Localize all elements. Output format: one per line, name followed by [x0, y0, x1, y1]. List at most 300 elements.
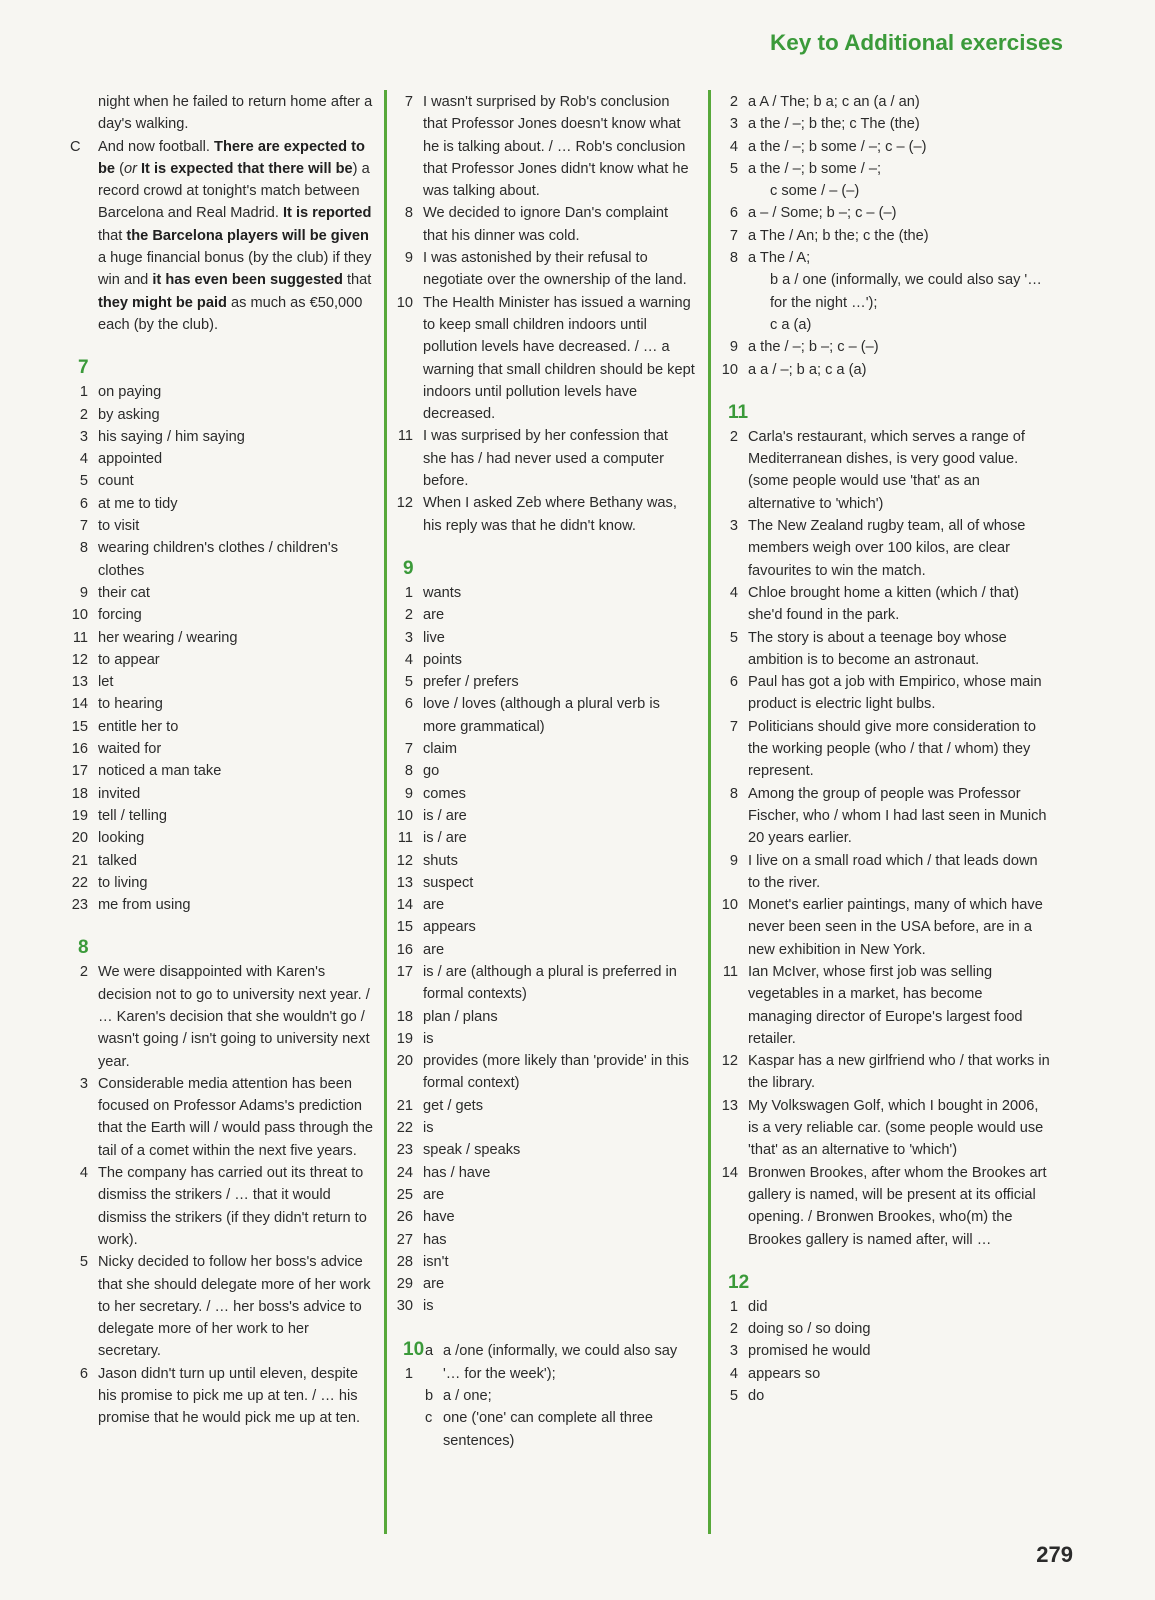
answer-text: appears so — [748, 1365, 821, 1382]
answer-text: Carla's restaurant, which serves a range of Mediterranean dishes, is very good value. (some people would use 'that' as an alternative to 'which') — [748, 428, 1025, 512]
list-item — [395, 783, 695, 805]
item-number: 12 — [396, 495, 413, 512]
answer-text: I was surprised by her confession that she has / had never used a computer before. — [423, 428, 668, 490]
item-number: 29 — [396, 1276, 413, 1293]
list-item — [395, 1117, 695, 1139]
answer-text: are — [423, 941, 445, 958]
list-item — [395, 1162, 695, 1184]
answer-text: a the / –; b the; c The (the) — [748, 116, 920, 133]
item-number: 1 — [404, 1365, 413, 1382]
item-number: 22 — [71, 874, 88, 891]
item-number: 10 — [721, 897, 738, 914]
answer-text: is / are — [423, 807, 467, 824]
item-number: 2 — [729, 1321, 738, 1338]
answer-text: a A / The; b a; c an (a / an) — [748, 94, 920, 110]
answer-text: her wearing / wearing — [98, 629, 238, 646]
list-item — [70, 515, 375, 537]
item-number: 13 — [396, 874, 413, 891]
item-number: 17 — [71, 763, 88, 780]
list-item — [70, 537, 375, 582]
list-item — [395, 850, 695, 872]
item-number: 22 — [396, 1120, 413, 1137]
item-letter: b — [425, 1388, 434, 1405]
answer-text: doing so / so doing — [748, 1321, 871, 1338]
item-number: 6 — [729, 205, 738, 222]
item-number: 8 — [729, 250, 738, 267]
list-item — [395, 202, 695, 247]
answer-text: entitle her to — [98, 718, 179, 735]
answer-text: are — [423, 897, 445, 914]
list-item — [70, 604, 375, 626]
answer-text: c a (a) — [770, 316, 812, 333]
list-item — [395, 292, 695, 426]
bold-phrase: There are expected to be — [98, 138, 365, 177]
list-item — [70, 760, 375, 782]
list-item — [720, 671, 1050, 716]
item-number: 11 — [397, 428, 413, 445]
item-number: 17 — [396, 963, 413, 980]
list-item — [70, 827, 375, 849]
section-12-list — [720, 1296, 1050, 1407]
item-number: 9 — [729, 339, 738, 356]
answer-text: talked — [98, 852, 137, 869]
answer-text: plan / plans — [423, 1008, 498, 1025]
answer-text: night when he failed to return home after a day's walking. — [98, 94, 373, 133]
item-number: 2 — [79, 406, 88, 423]
answer-text: shuts — [423, 852, 458, 869]
answer-text: claim — [423, 741, 458, 758]
list-item — [720, 1095, 1050, 1162]
list-item — [70, 493, 375, 515]
answer-text: do — [748, 1388, 765, 1405]
answer-text: isn't — [423, 1253, 449, 1270]
list-item — [395, 582, 695, 604]
answer-text: a – / Some; b –; c – (–) — [748, 205, 897, 222]
section-heading-7: 7 — [78, 357, 89, 379]
item-number: 13 — [71, 674, 88, 691]
list-item — [70, 1363, 375, 1430]
text-run: that — [342, 272, 372, 289]
list-item — [720, 269, 1050, 314]
answer-text: to visit — [98, 518, 140, 535]
section-10-sublist — [395, 1340, 695, 1451]
list-item — [720, 850, 1050, 895]
item-number: 4 — [729, 584, 738, 601]
item-number: 16 — [396, 941, 413, 958]
list-item — [720, 1340, 1050, 1362]
item-number: 14 — [721, 1164, 738, 1181]
text-run: or — [123, 160, 137, 177]
list-item — [70, 1162, 375, 1251]
list-item — [720, 1050, 1050, 1095]
item-number: 12 — [721, 1053, 738, 1070]
answer-text: a /one (informally, we could also say '… for the week'); — [443, 1343, 678, 1382]
list-item — [70, 381, 375, 403]
item-number: 4 — [79, 451, 88, 468]
item-number: 7 — [729, 718, 738, 735]
list-item — [70, 582, 375, 604]
answer-text: We decided to ignore Dan's complaint that his dinner was cold. — [423, 205, 669, 244]
section-10-continued-list — [720, 91, 1050, 381]
answer-text: comes — [423, 785, 466, 802]
answer-text: one ('one' can complete all three sentences) — [443, 1410, 654, 1449]
item-number: 15 — [71, 718, 88, 735]
item-number: 26 — [396, 1209, 413, 1226]
section-heading-12: 12 — [728, 1271, 750, 1293]
answer-text: prefer / prefers — [423, 674, 519, 691]
answer-text: Kaspar has a new girlfriend who / that works in the library. — [748, 1053, 1050, 1092]
list-item — [720, 158, 1050, 180]
list-item — [720, 1162, 1050, 1251]
item-number: 8 — [729, 785, 738, 802]
item-letter: C — [70, 138, 81, 155]
bold-phrase: they might be paid — [98, 294, 227, 311]
answer-text: did — [748, 1298, 768, 1315]
item-number: 19 — [71, 807, 88, 824]
item-number: 12 — [71, 651, 88, 668]
answer-text: by asking — [98, 406, 160, 423]
answer-text: love / loves (although a plural verb is more grammatical) — [423, 696, 660, 735]
item-number: 24 — [396, 1164, 413, 1181]
section-8-list — [70, 961, 375, 1429]
list-item — [395, 961, 695, 1006]
continued-answer — [70, 91, 375, 136]
text-run: ) a record crowd at tonight's match between Barcelona and Real Madrid. — [98, 160, 370, 222]
item-number: 14 — [396, 897, 413, 914]
list-item — [720, 961, 1050, 1050]
answer-text: go — [423, 763, 440, 780]
item-number: 2 — [79, 964, 88, 981]
sub-item — [395, 1385, 695, 1407]
list-item — [720, 314, 1050, 336]
item-number: 5 — [729, 629, 738, 646]
list-item — [70, 872, 375, 894]
column-divider — [708, 90, 711, 1534]
list-item — [395, 760, 695, 782]
list-item — [395, 805, 695, 827]
item-number: 1 — [729, 1298, 738, 1315]
list-item — [395, 916, 695, 938]
answer-text: points — [423, 651, 462, 668]
list-item — [395, 1251, 695, 1273]
list-item — [395, 894, 695, 916]
answer-text: appointed — [98, 451, 163, 468]
item-number: 8 — [79, 540, 88, 557]
list-item — [720, 1318, 1050, 1340]
item-number: 4 — [729, 138, 738, 155]
answer-text: I was astonished by their refusal to negotiate over the ownership of the land. — [423, 250, 687, 289]
bold-phrase: It is expected that there will be — [141, 160, 353, 177]
item-number: 28 — [396, 1253, 413, 1270]
answer-text: suspect — [423, 874, 474, 891]
answer-text: is — [423, 1298, 434, 1315]
list-item — [395, 872, 695, 894]
item-number: 3 — [729, 116, 738, 133]
item-number: 11 — [722, 963, 738, 980]
answer-text: me from using — [98, 897, 191, 914]
answer-text: Jason didn't turn up until eleven, despite his promise to pick me up at ten. / … his promise that he would pick me up at ten. — [98, 1365, 361, 1427]
item-number: 14 — [71, 696, 88, 713]
item-number: 5 — [729, 160, 738, 177]
item-number: 5 — [79, 473, 88, 490]
answer-text: a a / –; b a; c a (a) — [748, 361, 867, 378]
item-number: 7 — [729, 227, 738, 244]
answer-text: The Health Minister has issued a warning to keep small children indoors until pollution levels have decreased. / … a warning that small children should be kept indoors until pollution levels have decreased. — [423, 294, 695, 423]
section-9-list — [395, 582, 695, 1318]
item-number: 9 — [729, 852, 738, 869]
item-number: 27 — [396, 1231, 413, 1248]
item-number: 6 — [404, 696, 413, 713]
page-number: 279 — [1036, 1542, 1073, 1567]
answer-text: looking — [98, 830, 145, 847]
section-11-list — [720, 426, 1050, 1251]
item-number: 3 — [729, 518, 738, 535]
item-number: 2 — [729, 94, 738, 110]
answer-text: waited for — [98, 741, 162, 758]
list-item — [70, 448, 375, 470]
answer-text: is — [423, 1030, 434, 1047]
item-number: 3 — [79, 1075, 88, 1092]
list-item — [720, 225, 1050, 247]
item-number: 21 — [71, 852, 88, 869]
item-number: 21 — [396, 1097, 413, 1114]
answer-text: I wasn't surprised by Rob's conclusion that Professor Jones doesn't know what he is talking about. / … Rob's conclusion that Professor Jones didn't know what he was talking about. — [423, 94, 689, 200]
sub-item — [395, 1340, 695, 1385]
list-item — [70, 627, 375, 649]
answer-text: b a / one (informally, we could also say '… for the night …'); — [770, 272, 1042, 311]
section-7-list — [70, 381, 375, 916]
item-number: 20 — [71, 830, 88, 847]
list-item — [720, 894, 1050, 961]
list-item — [720, 336, 1050, 358]
list-item — [720, 136, 1050, 158]
item-number: 16 — [71, 741, 88, 758]
answer-text: have — [423, 1209, 455, 1226]
item-number: 8 — [404, 205, 413, 222]
item-number: 7 — [79, 518, 88, 535]
answer-text: noticed a man take — [98, 763, 222, 780]
list-item — [70, 426, 375, 448]
list-item — [720, 582, 1050, 627]
item-number: 19 — [396, 1030, 413, 1047]
answer-text: are — [423, 1186, 445, 1203]
answer-text: wearing children's clothes / children's clothes — [98, 540, 338, 579]
list-item — [70, 850, 375, 872]
answer-text: tell / telling — [98, 807, 167, 824]
text-run: a huge financial bonus (by the club) if they win and — [98, 250, 372, 289]
list-item — [720, 91, 1050, 113]
answer-text: to appear — [98, 651, 160, 668]
list-item — [720, 180, 1050, 202]
list-item — [70, 671, 375, 693]
item-number: 7 — [404, 741, 413, 758]
list-item — [395, 671, 695, 693]
list-item — [720, 1296, 1050, 1318]
item-number: 18 — [396, 1008, 413, 1025]
list-item — [720, 247, 1050, 269]
item-number: 2 — [404, 607, 413, 624]
bold-phrase: It is reported — [282, 205, 372, 222]
section-heading-8: 8 — [78, 937, 89, 959]
list-item — [720, 515, 1050, 582]
item-number: 15 — [396, 919, 413, 936]
answer-text: let — [98, 674, 114, 691]
section-8-continued-list — [395, 91, 695, 537]
list-item — [395, 1050, 695, 1095]
item-number: 1 — [404, 584, 413, 601]
list-item — [720, 783, 1050, 850]
answer-text: has / have — [423, 1164, 491, 1181]
list-item — [395, 1028, 695, 1050]
bold-phrase: the Barcelona players will be given — [126, 227, 369, 244]
list-item — [720, 716, 1050, 783]
list-item — [395, 1295, 695, 1317]
list-item — [720, 1363, 1050, 1385]
list-item — [720, 113, 1050, 135]
item-number: 11 — [72, 629, 88, 646]
item-number: 8 — [404, 763, 413, 780]
list-item — [70, 738, 375, 760]
answer-text: provides (more likely than 'provide' in this formal context) — [423, 1053, 689, 1092]
answer-text: I live on a small road which / that leads down to the river. — [748, 852, 1038, 891]
answer-text: are — [423, 1276, 445, 1293]
item-number: 5 — [404, 674, 413, 691]
item-number: 10 — [721, 361, 738, 378]
item-number: 3 — [404, 629, 413, 646]
item-number: 18 — [71, 785, 88, 802]
page-title: Key to Additional exercises — [769, 30, 1063, 55]
item-number: 4 — [404, 651, 413, 668]
answer-text: are — [423, 607, 445, 624]
item-number: 23 — [71, 897, 88, 914]
list-item — [70, 1073, 375, 1162]
item-number: 6 — [729, 674, 738, 691]
answer-text: Monet's earlier paintings, many of which have never been seen in the USA before, are in a new exhibition in New York. — [748, 897, 1043, 958]
item-number: 12 — [396, 852, 413, 869]
answer-text: appears — [423, 919, 476, 936]
item-number: 10 — [396, 294, 413, 311]
item-letter: a — [425, 1343, 434, 1360]
section-heading-9: 9 — [403, 557, 414, 579]
list-item — [395, 649, 695, 671]
list-item — [70, 693, 375, 715]
item-letter: c — [425, 1410, 433, 1427]
answer-text: We were disappointed with Karen's decision not to go to university next year. / … Karen's decision that she wouldn't go / wasn't going / isn't going to university next year. — [98, 964, 370, 1070]
item-number: 13 — [721, 1097, 738, 1114]
item-number: 10 — [71, 607, 88, 624]
item-number: 5 — [79, 1254, 88, 1271]
answer-text: The company has carried out its threat to dismiss the strikers / … that it would dismiss the strikers (if they didn't return to work). — [98, 1165, 367, 1248]
list-item — [395, 425, 695, 492]
answer-text: Paul has got a job with Empirico, whose main product is electric light bulbs. — [748, 674, 1042, 713]
item-number: 11 — [397, 830, 413, 847]
answer-text: has — [423, 1231, 447, 1248]
list-item — [395, 738, 695, 760]
answer-text: is / are (although a plural is preferred in formal contexts) — [423, 963, 677, 1003]
column-divider — [384, 90, 387, 1534]
answer-text: at me to tidy — [98, 495, 178, 512]
bold-phrase: it has even been suggested — [152, 272, 343, 289]
answer-text: a The / A; — [748, 250, 811, 267]
list-item — [70, 649, 375, 671]
list-item — [720, 359, 1050, 381]
list-item — [395, 939, 695, 961]
item-number: 1 — [79, 384, 88, 401]
answer-text: a the / –; b –; c – (–) — [748, 339, 879, 356]
item-number: 7 — [404, 94, 413, 110]
column-2 — [395, 91, 695, 1452]
answer-text: promised he would — [748, 1343, 871, 1360]
item-number: 30 — [396, 1298, 413, 1315]
list-item — [70, 961, 375, 1072]
item-number: 6 — [79, 495, 88, 512]
item-number: 2 — [729, 428, 738, 445]
item-number: 23 — [396, 1142, 413, 1159]
answer-text: forcing — [98, 607, 142, 624]
list-item — [70, 783, 375, 805]
answer-text: invited — [98, 785, 141, 802]
answer-text: count — [98, 473, 134, 490]
text-run: And now football. — [98, 138, 215, 155]
answer-text: get / gets — [423, 1097, 484, 1114]
list-item — [395, 693, 695, 738]
list-item — [395, 1184, 695, 1206]
column-1 — [70, 91, 375, 1430]
list-item — [70, 470, 375, 492]
answer-text: live — [423, 629, 445, 646]
section-heading-11: 11 — [728, 401, 749, 423]
text-run: as much as €50,000 each (by the club). — [98, 294, 363, 333]
answer-text: The New Zealand rugby team, all of whose members weigh over 100 kilos, are clear favourites to win the match. — [748, 518, 1026, 579]
section-heading-10: 10 — [403, 1338, 425, 1360]
sub-item — [395, 1407, 695, 1452]
answer-c — [70, 136, 375, 337]
answer-text: speak / speaks — [423, 1142, 521, 1159]
list-item — [395, 1006, 695, 1028]
list-item — [395, 492, 695, 537]
answer-text: wants — [423, 584, 462, 601]
column-3 — [720, 91, 1050, 1407]
answer-text: Nicky decided to follow her boss's advice that she should delegate more of her work to her secretary. / … her boss's advice to delegate more of her work to her secretary. — [98, 1254, 371, 1360]
list-item — [395, 827, 695, 849]
list-item — [395, 1273, 695, 1295]
item-number: 6 — [79, 1365, 88, 1382]
item-number: 3 — [79, 428, 88, 445]
list-item — [70, 805, 375, 827]
answer-text: Ian McIver, whose first job was selling vegetables in a market, has become managing director of Europe's largest food retailer. — [748, 963, 1023, 1047]
answer-text: a the / –; b some / –; — [748, 160, 882, 177]
answer-text: a / one; — [443, 1388, 492, 1405]
text-run: that — [98, 227, 127, 244]
list-item — [395, 91, 695, 202]
item-number: 9 — [79, 584, 88, 601]
answer-text: My Volkswagen Golf, which I bought in 2006, is a very reliable car. (some people would use 'that' as an alternative to 'which') — [748, 1097, 1044, 1159]
item-number: 10 — [396, 807, 413, 824]
list-item — [395, 1095, 695, 1117]
text-run: ( — [115, 160, 124, 177]
answer-text — [98, 139, 371, 333]
answer-text: is — [423, 1120, 434, 1137]
answer-text: Politicians should give more consideration to the working people (who / that / whom) they represent. — [748, 718, 1036, 780]
list-item — [720, 627, 1050, 672]
answer-text: When I asked Zeb where Bethany was, his reply was that he didn't know. — [423, 495, 677, 534]
answer-text: Chloe brought home a kitten (which / that) she'd found in the park. — [748, 584, 1019, 624]
list-item — [395, 247, 695, 292]
item-number: 4 — [729, 1365, 738, 1382]
item-number: 9 — [404, 785, 413, 802]
list-item — [70, 404, 375, 426]
list-item — [395, 627, 695, 649]
